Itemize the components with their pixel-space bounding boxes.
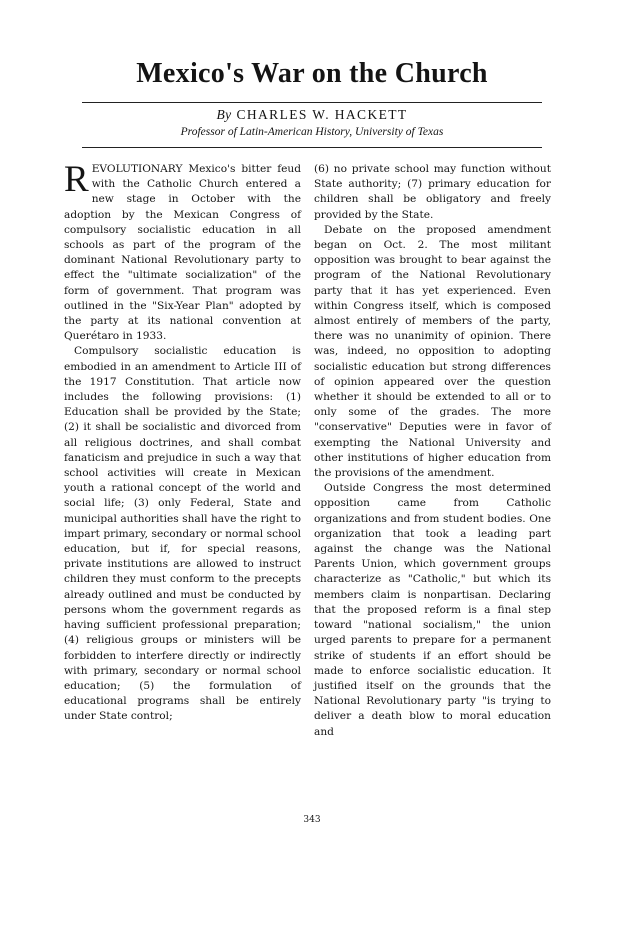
- paragraph: Outside Congress the most determined opposition came from Catholic organizations and from student bodies. One organization that took a leading part against the change was the National Parents Union, which government groups characterize as "Catholic," but which its members claim is nonpartisan. Declaring that the proposed reform is a final step toward "national socialism," the union urged parents to prepare for a permanent strike of students if an effort should be made to enforce socialistic education. It justified itself on the grounds that the National Revolutionary party "is trying to deliver a death blow to moral education and: [314, 482, 551, 738]
- article-title: Mexico's War on the Church: [136, 58, 488, 89]
- author-name: CHARLES W. HACKETT: [236, 107, 408, 122]
- paragraph-text: Mexico's bitter feud with the Catholic Church entered a new stage in October with the adoption by the Mexican Congress of compulsory socialistic education in all schools as part of the program of the dominant National Revolutionary party to effect the "ultimate socialization" of the form of government. That program was outlined in the "Six-Year Plan" adopted by the party at its national convention at Querétaro in 1933.: [64, 163, 301, 343]
- left-column: [64, 159, 301, 725]
- drop-cap: R: [64, 159, 89, 200]
- paragraph: Compulsory socialistic education is embodied in an amendment to Article III of the 1917 Constitution. That article now includes the following provisions: (1) Education shall be provided by the State; (2) it shall be socialistic and divorced from all religious doctrines, and shall combat fanaticism and prejudice in such a way that school activities will create in Mexican youth a rational concept of the world and social life; (3) only Federal, State and municipal authorities shall have the right to impart primary, secondary or normal school education, but if, for special reasons, private institutions are allowed to instruct children they must conform to the precepts already outlined and must be conducted by persons whom the government regards as having sufficient professional preparation; (4) religious groups or ministers will be forbidden to interfere directly or indirectly with primary, secondary or normal school education; (5) the formulation of educational programs shall be entirely under State control;: [64, 345, 301, 723]
- byline-rule: [82, 147, 542, 148]
- byline-prefix: By: [216, 107, 232, 122]
- page-number: 343: [303, 815, 321, 825]
- paragraph: (6) no private school may function without State authority; (7) primary education for children shall be obligatory and freely provided by the State.: [314, 163, 551, 221]
- paragraph: [64, 159, 301, 344]
- lead-word: EVOLUTIONARY: [91, 163, 183, 175]
- byline: [0, 107, 624, 123]
- author-affiliation: Professor of Latin-American History, University of Texas: [180, 126, 444, 138]
- paragraph: Debate on the proposed amendment began on Oct. 2. The most militant opposition was brought to bear against the program of the National Revolutionary party that it has yet experienced. Even within Congress itself, which is composed almost entirely of members of the party, there was no unanimity of opinion. There was, indeed, no opposition to adopting socialistic education but strong differences of opinion appeared over the question whether it should be extended to all or to only some of the grades. The more "conservative" Deputies were in favor of exempting the National University and other institutions of higher education from the provisions of the amendment.: [314, 223, 551, 480]
- title-rule: [82, 102, 542, 103]
- right-column: [314, 162, 551, 740]
